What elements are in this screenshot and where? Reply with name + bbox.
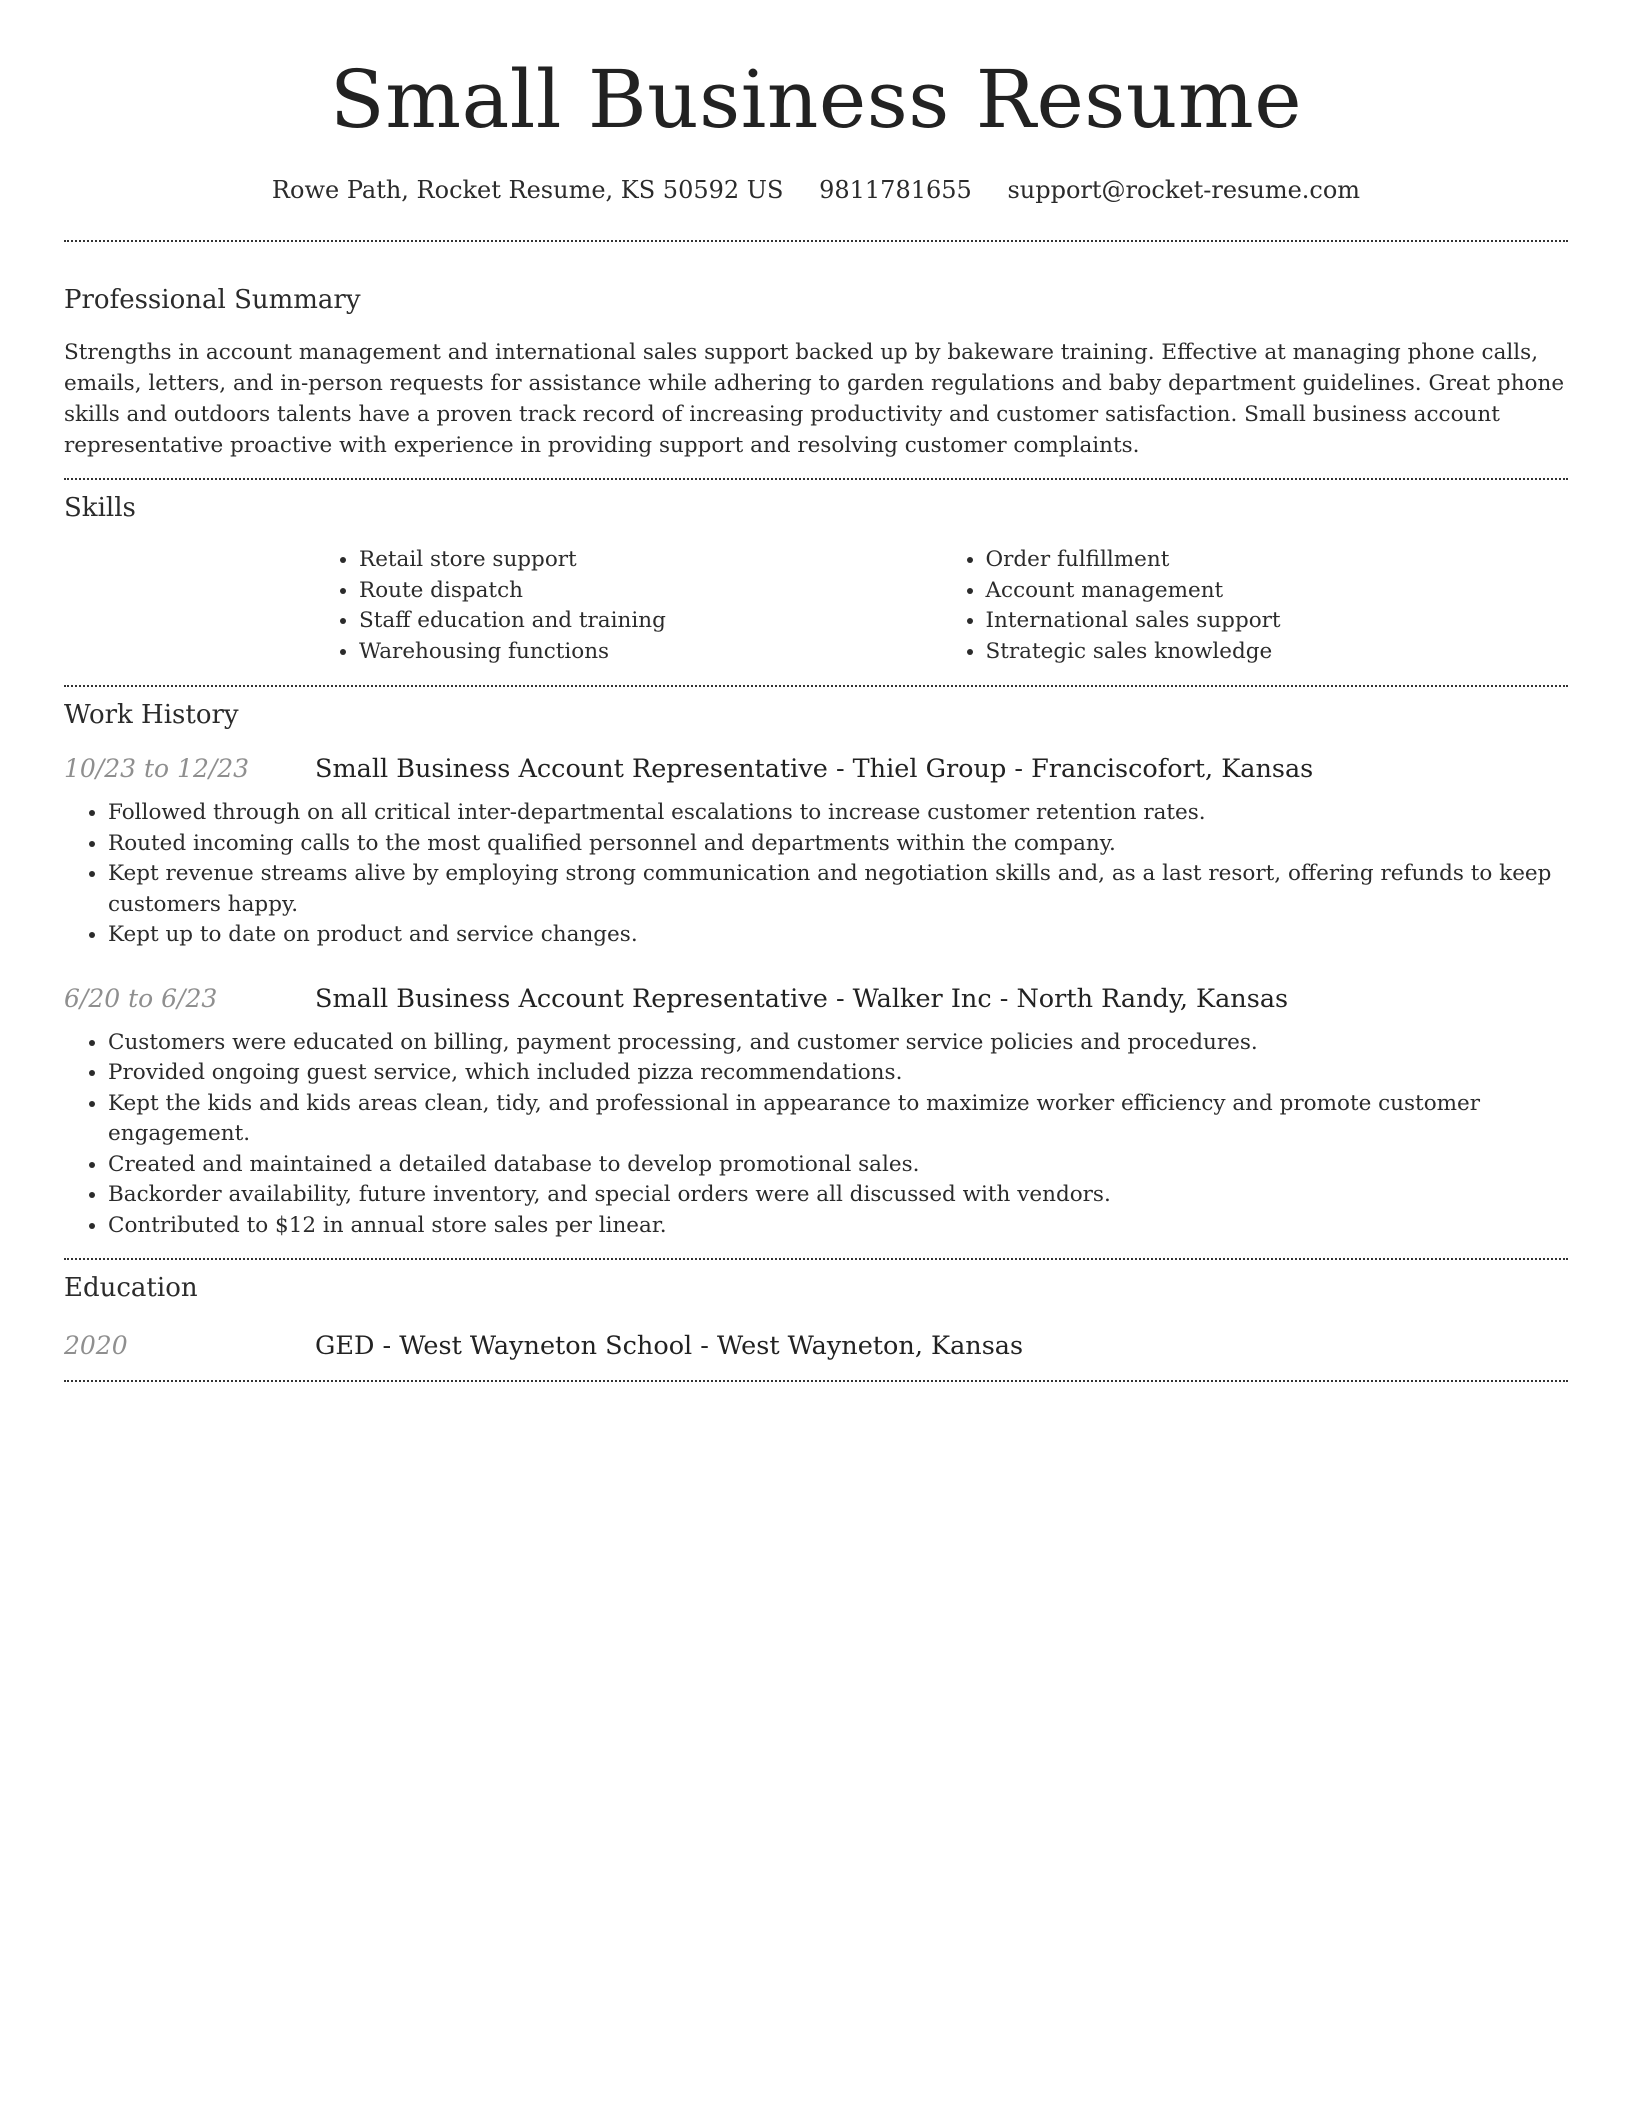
skills-list-right <box>942 545 1569 667</box>
section-title-education: Education <box>64 1273 198 1303</box>
divider <box>64 1380 1568 1382</box>
contact-line <box>64 174 1568 206</box>
skill-item: • Retail store support <box>359 545 942 576</box>
education-entry <box>64 1329 1568 1363</box>
divider <box>64 1258 1568 1260</box>
divider <box>64 685 1568 687</box>
skill-item: • Strategic sales knowledge <box>986 637 1569 668</box>
skills-grid <box>315 545 1568 667</box>
job-dates: 10/23 to 12/23 <box>64 754 250 783</box>
divider <box>64 240 1568 242</box>
job-bullet: • Routed incoming calls to the most qualified personnel and departments within the company. <box>108 829 1568 860</box>
job-bullet: • Followed through on all critical inter-departmental escalations to increase customer retention rates. <box>108 798 1568 829</box>
skill-item: • International sales support <box>986 606 1569 637</box>
skill-item: • Warehousing functions <box>359 637 942 668</box>
job-bullet: • Kept the kids and kids areas clean, tidy, and professional in appearance to maximize worker efficiency and promote customer engagement. <box>108 1089 1568 1150</box>
skill-item: • Account management <box>986 576 1569 607</box>
job-entry <box>64 982 1568 1242</box>
section-title-work: Work History <box>64 700 239 730</box>
job-bullets <box>64 798 1568 951</box>
job-bullets <box>64 1028 1568 1242</box>
job-bullet: • Customers were educated on billing, payment processing, and customer service policies and procedures. <box>108 1028 1568 1059</box>
divider <box>64 478 1568 480</box>
contact-email: support@rocket-resume.com <box>1007 176 1361 204</box>
job-bullet: • Contributed to $12 in annual store sales per linear. <box>108 1211 1568 1242</box>
job-heading: Small Business Account Representative - Walker Inc - North Randy, Kansas <box>315 983 1289 1014</box>
job-header <box>64 982 1568 1016</box>
contact-address: Rowe Path, Rocket Resume, KS 50592 US <box>271 176 784 204</box>
section-title-summary: Professional Summary <box>64 285 361 315</box>
job-bullet: • Created and maintained a detailed database to develop promotional sales. <box>108 1150 1568 1181</box>
job-header <box>64 752 1568 786</box>
skill-item: • Staff education and training <box>359 606 942 637</box>
skill-item: • Route dispatch <box>359 576 942 607</box>
education-heading: GED - West Wayneton School - West Wayneton, Kansas <box>315 1331 1024 1361</box>
section-title-skills: Skills <box>64 493 136 523</box>
job-dates: 6/20 to 6/23 <box>64 983 218 1013</box>
job-bullet: • Kept up to date on product and service changes. <box>108 920 1568 951</box>
summary-text: Strengths in account management and international sales support backed up by bakeware training. Effective at managing phone calls, emails, letters, and in-person requests for assistance while adhering to garden regulations and baby department guidelines. Great phone skills and outdoors talents have a proven track record of increasing productivity and customer satisfaction. Small business account representative proactive with experience in providing support and resolving customer complaints. <box>64 340 1565 458</box>
job-bullet: • Provided ongoing guest service, which included pizza recommendations. <box>108 1058 1568 1089</box>
job-entry <box>64 752 1568 951</box>
skill-item: • Order fulfillment <box>986 545 1569 576</box>
resume-title: Small Business Resume <box>329 53 1303 146</box>
skills-list-left <box>315 545 942 667</box>
job-heading: Small Business Account Representative - Thiel Group - Franciscofort, Kansas <box>315 754 1314 784</box>
education-year: 2020 <box>64 1331 128 1360</box>
job-bullet: • Backorder availability, future inventory, and special orders were all discussed with vendors. <box>108 1180 1568 1211</box>
resume-page <box>64 0 1568 1382</box>
contact-phone: 9811781655 <box>819 176 972 204</box>
job-bullet: • Kept revenue streams alive by employing strong communication and negotiation skills and, as a last resort, offering refunds to keep customers happy. <box>108 859 1568 920</box>
